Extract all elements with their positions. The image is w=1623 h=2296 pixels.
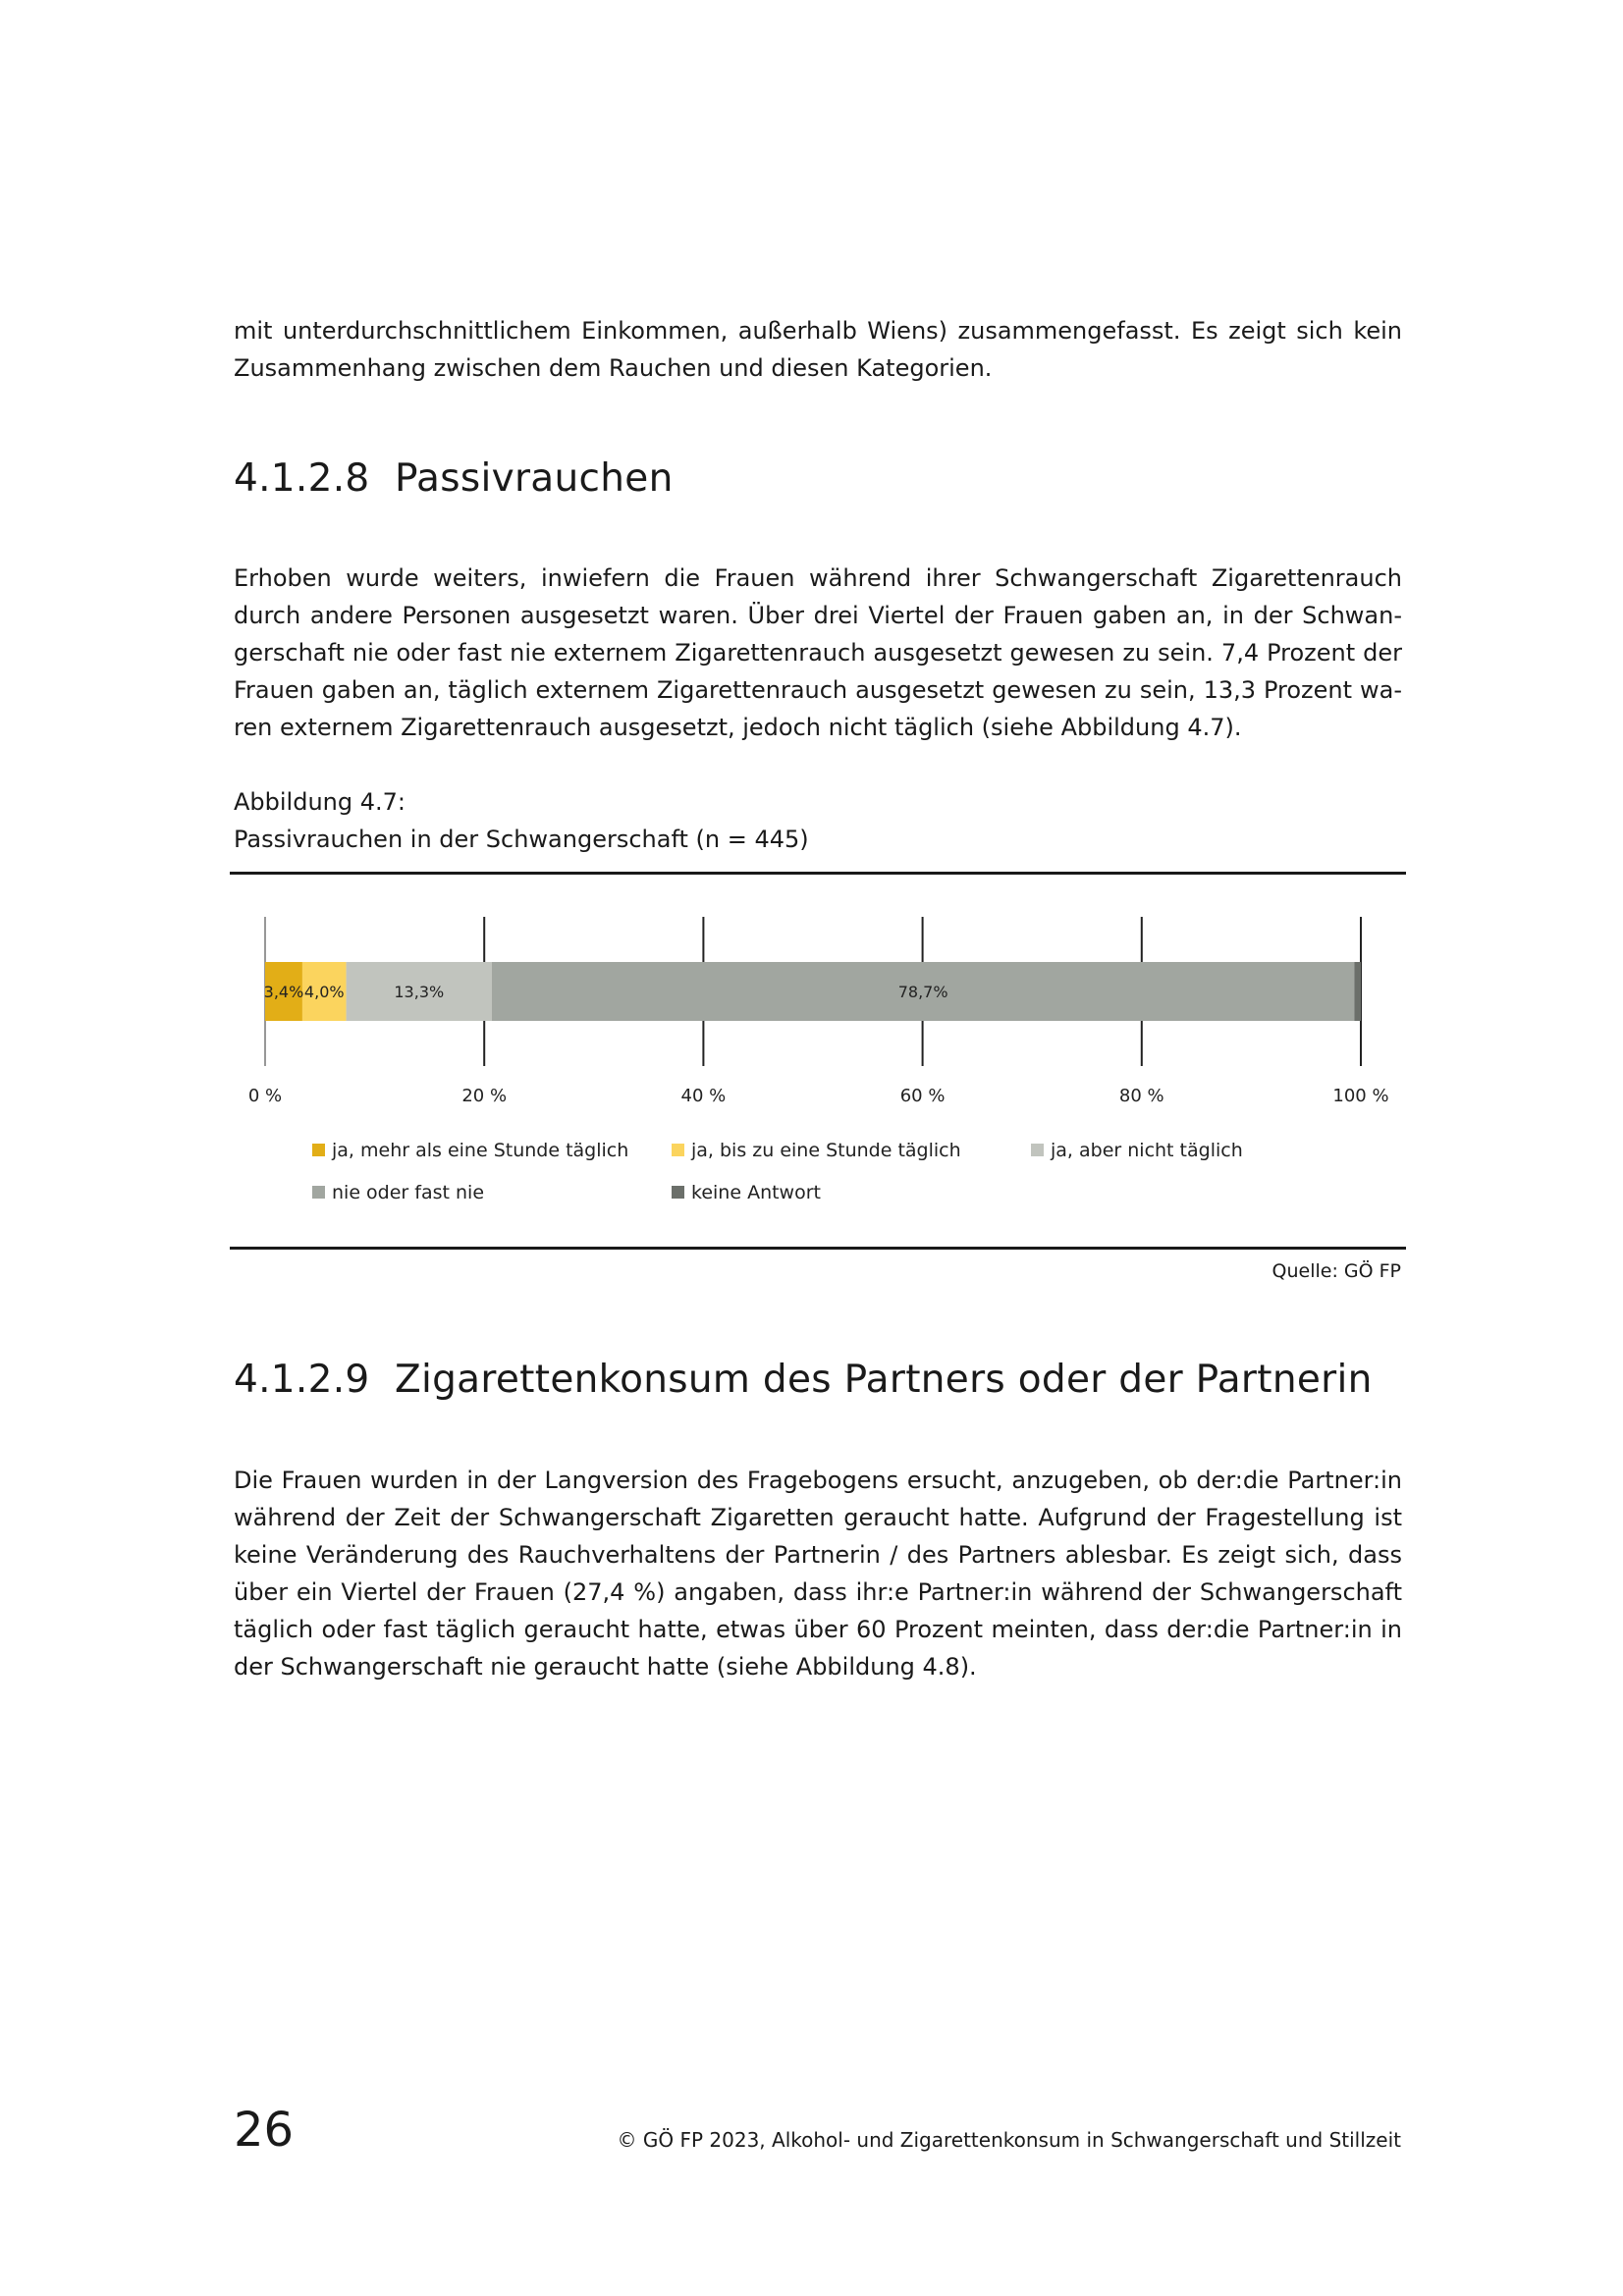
bar-value-label: 4,0% — [303, 983, 345, 1001]
intro-paragraph — [234, 312, 1402, 387]
legend-swatch — [672, 1186, 684, 1199]
legend-label: ja, aber nicht täglich — [1051, 1140, 1243, 1161]
text-line: Zusammenhang zwischen dem Rauchen und diesen Kategorien. — [234, 354, 993, 382]
figure-label: Abbildung 4.7: — [234, 788, 406, 816]
text-line: ren externem Zigarettenrauch ausgesetzt, jedoch nicht täglich (siehe Abbildung 4.7). — [234, 714, 1242, 741]
section-title: Passivrauchen — [394, 456, 674, 501]
text-line: Die Frauen wurden in der Langversion des Fragebogens ersucht, anzugeben, ob der:die Partner:in — [234, 1467, 1402, 1494]
section-number: 4.1.2.9 — [234, 1358, 370, 1402]
text-line: über ein Viertel der Frauen (27,4 %) angaben, dass ihr:e Partner:in während der Schwangerschaft — [234, 1578, 1402, 1606]
legend-swatch — [312, 1144, 325, 1156]
text-line: keine Veränderung des Rauchverhaltens der Partnerin / des Partners ablesbar. Es zeigt sich, dass — [234, 1541, 1402, 1569]
section-heading-passivrauchen — [234, 456, 674, 501]
legend-swatch — [312, 1186, 325, 1199]
tick-labels — [248, 1086, 1389, 1106]
x-tick-label: 20 % — [461, 1086, 508, 1106]
x-tick-label: 0 % — [247, 1086, 283, 1106]
bar-value-label: 13,3% — [394, 983, 445, 1001]
x-tick-label: 100 % — [1332, 1086, 1389, 1106]
bar-value-label: 78,7% — [897, 983, 948, 1001]
text-line: täglich oder fast täglich geraucht hatte, etwas über 60 Prozent meinten, dass der:die Partner:in in — [234, 1616, 1402, 1643]
passivrauchen-paragraph — [234, 560, 1402, 746]
page-number: 26 — [234, 2103, 295, 2158]
text-line: durch andere Personen ausgesetzt waren. Über drei Viertel der Frauen gaben an, in der Schwan- — [234, 602, 1402, 629]
footer-text: © GÖ FP 2023, Alkohol- und Zigarettenkonsum in Schwangerschaft und Stillzeit — [617, 2128, 1401, 2152]
partner-paragraph — [234, 1462, 1402, 1685]
legend-label: nie oder fast nie — [332, 1182, 485, 1203]
section-number: 4.1.2.8 — [234, 456, 370, 501]
figure-bottom-rule — [230, 1247, 1406, 1250]
figure-top-rule — [230, 872, 1406, 875]
figure-title: Passivrauchen in der Schwangerschaft (n = 445) — [234, 826, 809, 853]
legend-label: keine Antwort — [691, 1182, 821, 1203]
text-line: Erhoben wurde weiters, inwiefern die Frauen während ihrer Schwangerschaft Zigarettenrauch — [234, 564, 1402, 592]
section-title: Zigarettenkonsum des Partners oder der Partnerin — [394, 1358, 1373, 1402]
bar-value-label: 3,4% — [263, 983, 304, 1001]
text-line: gerschaft nie oder fast nie externem Zigarettenrauch ausgesetzt gewesen zu sein. 7,4 Prozent der — [234, 639, 1402, 667]
text-line: während der Zeit der Schwangerschaft Zigaretten geraucht hatte. Aufgrund der Fragestellung ist — [234, 1504, 1402, 1531]
text-line: mit unterdurchschnittlichem Einkommen, außerhalb Wiens) zusammengefasst. Es zeigt sich kein — [234, 317, 1402, 345]
stacked-bar-chart — [230, 903, 1406, 1247]
x-tick-label: 80 % — [1118, 1086, 1164, 1106]
x-tick-label: 40 % — [680, 1086, 727, 1106]
text-line: Frauen gaben an, täglich externem Zigarettenrauch ausgesetzt gewesen zu sein, 13,3 Prozent wa- — [234, 676, 1402, 704]
legend-swatch — [1031, 1144, 1044, 1156]
figure-caption — [234, 783, 809, 858]
legend-swatch — [672, 1144, 684, 1156]
text-line: der Schwangerschaft nie geraucht hatte (siehe Abbildung 4.8). — [234, 1653, 977, 1681]
legend — [312, 1140, 1243, 1203]
x-tick-label: 60 % — [899, 1086, 946, 1106]
figure-source: Quelle: GÖ FP — [1271, 1260, 1401, 1282]
legend-label: ja, mehr als eine Stunde täglich — [332, 1140, 629, 1161]
bar-segment — [1354, 962, 1361, 1021]
section-heading-partner — [234, 1358, 1373, 1402]
legend-label: ja, bis zu eine Stunde täglich — [691, 1140, 961, 1161]
